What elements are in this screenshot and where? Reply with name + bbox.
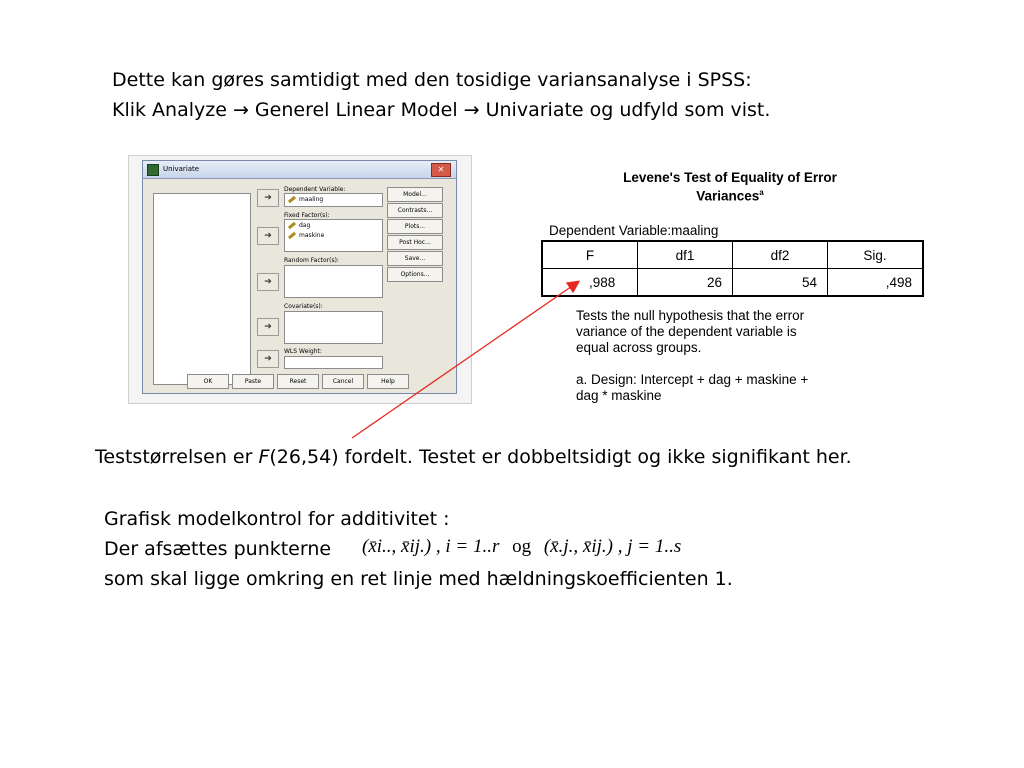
move-covariate-button[interactable]: ➔	[257, 318, 279, 336]
graphic-line-3: som skal ligge omkring en ret linje med hældningskoefficienten 1.	[104, 568, 733, 590]
conclusion-f: F	[258, 446, 270, 468]
header-df2: df2	[733, 241, 828, 269]
note-2-line-2: dag * maskine	[576, 388, 662, 403]
paste-button[interactable]: Paste	[232, 374, 274, 389]
wls-label: WLS Weight:	[284, 348, 322, 355]
dialog-title: Univariate	[163, 165, 200, 173]
fixed-item-label: maskine	[299, 231, 325, 239]
formula-part-1: (x̄i.., x̄ij.) , i = 1..r	[362, 536, 500, 557]
note-1-line-1: Tests the null hypothesis that the error	[576, 308, 805, 323]
options-button[interactable]: Options...	[387, 267, 443, 282]
move-dependent-button[interactable]: ➔	[257, 189, 279, 207]
header-sig: Sig.	[828, 241, 924, 269]
formula-part-2: (x̄.j., x̄ij.) , j = 1..s	[543, 536, 682, 557]
intro-line-1: Dette kan gøres samtidigt med den tosidige variansanalyse i SPSS:	[112, 69, 752, 91]
value-df1: 26	[638, 269, 733, 297]
cancel-button[interactable]: Cancel	[322, 374, 364, 389]
contrasts-button[interactable]: Contrasts...	[387, 203, 443, 218]
conclusion-text	[95, 443, 852, 472]
graphic-line-2: Der afsættes punkterne	[104, 538, 332, 560]
reset-button[interactable]: Reset	[277, 374, 319, 389]
value-df2: 54	[733, 269, 828, 297]
move-fixed-button[interactable]: ➔	[257, 227, 279, 245]
levene-title-text: Variances	[696, 188, 760, 204]
post-hoc-button[interactable]: Post Hoc...	[387, 235, 443, 250]
dependent-variable-caption: Dependent Variable:maaling	[549, 223, 719, 238]
save-button[interactable]: Save...	[387, 251, 443, 266]
note-2-line-1: a. Design: Intercept + dag + maskine +	[576, 372, 809, 387]
covariate-label: Covariate(s):	[284, 303, 323, 310]
note-1-line-3: equal across groups.	[576, 340, 702, 355]
conclusion-post: (26,54) fordelt. Testet er dobbeltsidigt og ikke signifikant her.	[269, 446, 852, 468]
value-f: ,988	[542, 269, 638, 297]
move-wls-button[interactable]: ➔	[257, 350, 279, 368]
levene-title-line1: Levene's Test of Equality of Error	[623, 170, 837, 185]
move-random-button[interactable]: ➔	[257, 273, 279, 291]
header-df1: df1	[638, 241, 733, 269]
random-factor-label: Random Factor(s):	[284, 257, 339, 264]
levene-title-sup: a	[759, 188, 764, 197]
model-button[interactable]: Model...	[387, 187, 443, 202]
close-icon[interactable]: ✕	[431, 163, 451, 177]
graphic-line-1: Grafisk modelkontrol for additivitet :	[104, 508, 450, 530]
dependent-label: Dependent Variable:	[284, 186, 346, 193]
fixed-item-label: dag	[299, 221, 311, 229]
value-sig: ,498	[828, 269, 924, 297]
ok-button[interactable]: OK	[187, 374, 229, 389]
intro-line-2: Klik Analyze → Generel Linear Model → Univariate og udfyld som vist.	[112, 99, 771, 121]
help-button[interactable]: Help	[367, 374, 409, 389]
conclusion-pre: Teststørrelsen er	[95, 446, 259, 468]
formula-og: og	[512, 536, 532, 557]
dependent-value: maaling	[299, 195, 324, 203]
plots-button[interactable]: Plots...	[387, 219, 443, 234]
formula	[362, 536, 681, 558]
note-1-line-2: variance of the dependent variable is	[576, 324, 797, 339]
header-f: F	[542, 241, 638, 269]
fixed-factor-label: Fixed Factor(s):	[284, 212, 330, 219]
